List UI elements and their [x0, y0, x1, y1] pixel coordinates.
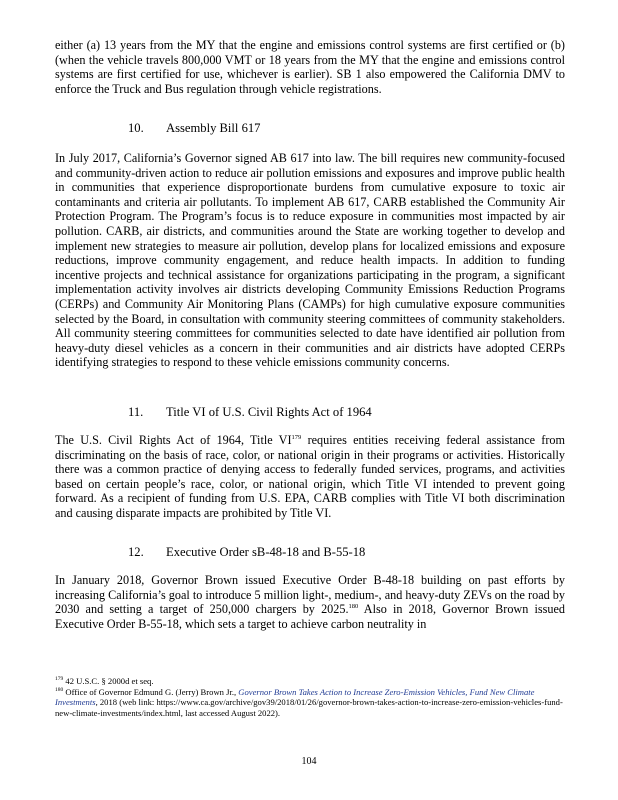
section-10-paragraph: In July 2017, California’s Governor signed AB 617 into law. The bill requires new community-focused and community-driven action to reduce air pollution emissions and exposures and improve public health in communities that experience disproportionate burdens from cumulative exposure to toxic air contaminants and criteria air pollutants. To implement AB 617, CARB established the Community Air Protection Program. The Program’s focus is to reduce exposure in communities most impacted by air pollution. CARB, air districts, and communities around the State are working together to develop and implement new strategies to measure air pollution, develop plans for localized emissions and exposure reductions, improve community engagement, and reduce health impacts. In addition to funding incentive projects and technical assistance for organizations participating in the program, a significant implementation activity involves air districts developing Community Emissions Reduction Programs (CERPs) and Community Air Monitoring Plans (CAMPs) for high cumulative exposure communities selected by the Board, in consultation with community steering committees of community stakeholders. All community steering committees for communities selected to date have identified air pollution from heavy-duty diesel vehicles as a concern in their communities and air districts have adopted CERPs identifying strategies to respond to these vehicle emissions community concerns. — [55, 151, 565, 370]
footnote-text: , 2018 (web link: https://www.ca.gov/archive/gov39/2018/01/26/governor-brown-takes-action-to-increase-zero-emission-vehicles-fund-new-climate-investments/index.html, last accessed August 2022). — [55, 697, 563, 718]
section-heading-11 — [128, 405, 372, 420]
page-number: 104 — [301, 756, 317, 767]
footnotes — [55, 676, 565, 718]
footnote-ref-180[interactable]: 180 — [348, 603, 359, 611]
section-number: 10. — [128, 121, 144, 135]
footnote-text: 42 U.S.C. § 2000d et seq. — [65, 676, 154, 686]
footnote-number: 179 — [55, 676, 64, 683]
footnote-text: Office of Governor Edmund G. (Jerry) Brown Jr., — [65, 686, 239, 697]
footnote-179 — [55, 676, 565, 687]
section-number: 11. — [128, 405, 144, 419]
paragraph-text: requires entities receiving federal assistance from discriminating on the basis of race, color, or national origin in their programs or activities. Historically there was a common practice of denying access to federally funded services, programs, and activities based on certain people’s race, color, or national origin, which Title VI intended to prevent going forward. As a recipient of funding from U.S. EPA, CARB complies with Title VI both discrimination and causing disparate impacts are prohibited by Title VI. — [55, 433, 565, 520]
footnote-180 — [55, 687, 565, 719]
section-heading-12 — [128, 545, 365, 560]
footnote-ref-179[interactable]: 179 — [291, 433, 302, 441]
section-11-paragraph — [55, 433, 565, 521]
section-number: 12. — [128, 545, 144, 559]
section-heading-10 — [128, 121, 260, 136]
paragraph-text: In January 2018, Governor Brown issued Executive Order B-48-18 building on past efforts by increasing California’s goal to introduce 5 million light-, medium-, and heavy-duty ZEVs on the road by 2030 and setting a target of 250,000 chargers by 2025. — [55, 573, 565, 617]
section-title: Title VI of U.S. Civil Rights Act of 1964 — [166, 405, 372, 419]
intro-paragraph: either (a) 13 years from the MY that the engine and emissions control systems are first certified or (b) (when the vehicle travels 800,000 VMT or 18 years from the MY that the engine and emissions control systems are first certified for use, whichever is earlier). SB 1 also empowered the California DMV to enforce the Truck and Bus regulation through vehicle registrations. — [55, 38, 565, 96]
section-title: Assembly Bill 617 — [166, 121, 261, 135]
footnote-link[interactable]: Governor Brown Takes Action to Increase Zero-Emission Vehicles, Fund New Climate Investments — [55, 686, 535, 708]
section-12-paragraph — [55, 573, 565, 631]
footnote-number: 180 — [55, 686, 64, 693]
section-title: Executive Order sB-48-18 and B-55-18 — [166, 545, 366, 559]
paragraph-text: The U.S. Civil Rights Act of 1964, Title VI — [55, 433, 292, 447]
paragraph-text: Also in 2018, Governor Brown issued Executive Order B-55-18, which sets a target to achieve carbon neutrality in — [55, 602, 565, 631]
